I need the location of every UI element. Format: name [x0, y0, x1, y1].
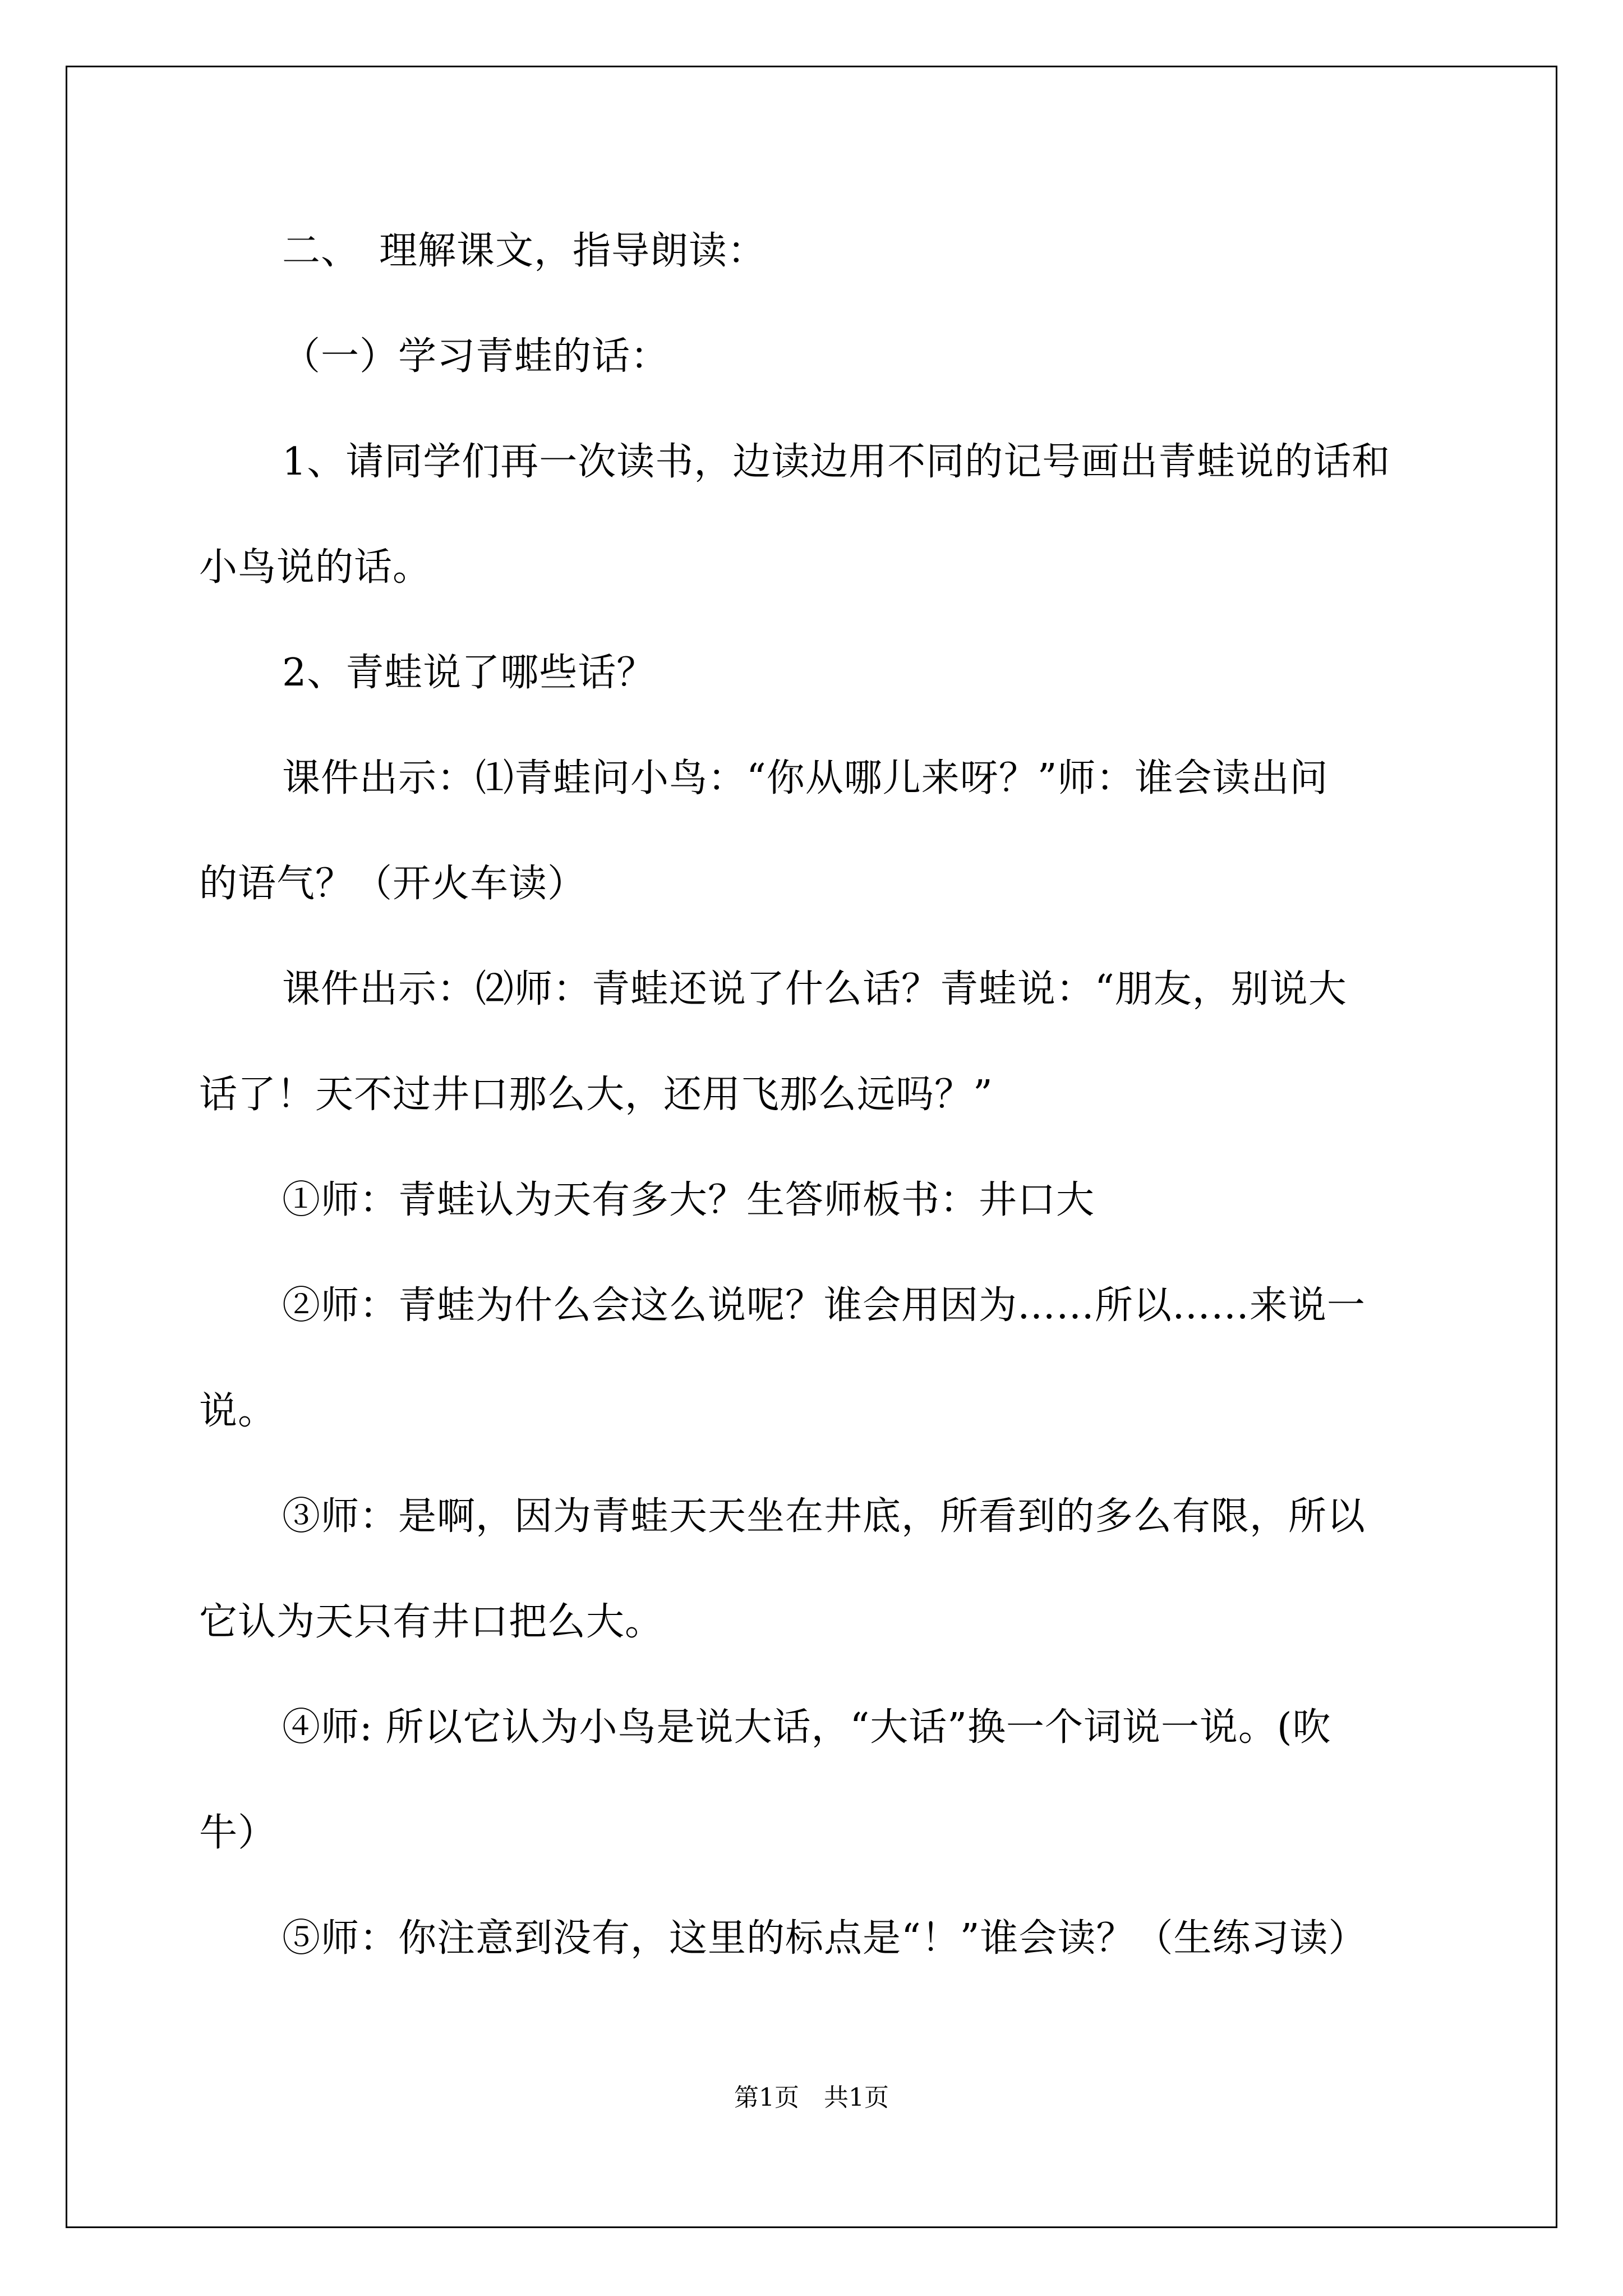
paragraph-line: 它认为天只有井口把么大。 [199, 1600, 664, 1644]
paragraph-line: ①师：青蛙认为天有多大？生答师板书：井口大 [282, 1178, 1095, 1222]
section-heading: 二、 理解课文，指导朗读： [282, 229, 767, 273]
subsection-heading: （一）学习青蛙的话： [282, 334, 670, 379]
paragraph-line: 牛） [199, 1811, 277, 1855]
paragraph-line: 1、请同学们再一次读书，边读边用不同的记号画出青蛙说的话和 [282, 440, 1391, 484]
paragraph-line: ③师：是啊，因为青蛙天天坐在井底，所看到的多么有限，所以 [282, 1494, 1366, 1539]
paragraph-line: 的语气？（开火车读） [199, 862, 587, 906]
paragraph-line: 2、青蛙说了哪些话？ [282, 651, 656, 695]
paragraph-line: 课件出示：⑵师：青蛙还说了什么话？青蛙说：“朋友，别说大 [282, 967, 1347, 1011]
page-number-footer: 第1页 共1页 [734, 2083, 889, 2112]
paragraph-line: 课件出示：⑴青蛙问小鸟：“你从哪儿来呀？”师：谁会读出问 [282, 756, 1329, 800]
page-border [66, 66, 1557, 2228]
paragraph-line: ⑤师：你注意到没有，这里的标点是“！”谁会读？（生练习读） [282, 1916, 1367, 1961]
paragraph-line: 小鸟说的话。 [199, 545, 432, 590]
paragraph-line: 话了！天不过井口那么大，还用飞那么远吗？” [199, 1073, 993, 1117]
paragraph-line: ④师: 所以它认为小鸟是说大话，“大话”换一个词说一说。(吹 [282, 1705, 1331, 1750]
paragraph-line: 说。 [199, 1389, 277, 1433]
paragraph-line: ②师：青蛙为什么会这么说呢？谁会用因为……所以……来说一 [282, 1283, 1366, 1328]
